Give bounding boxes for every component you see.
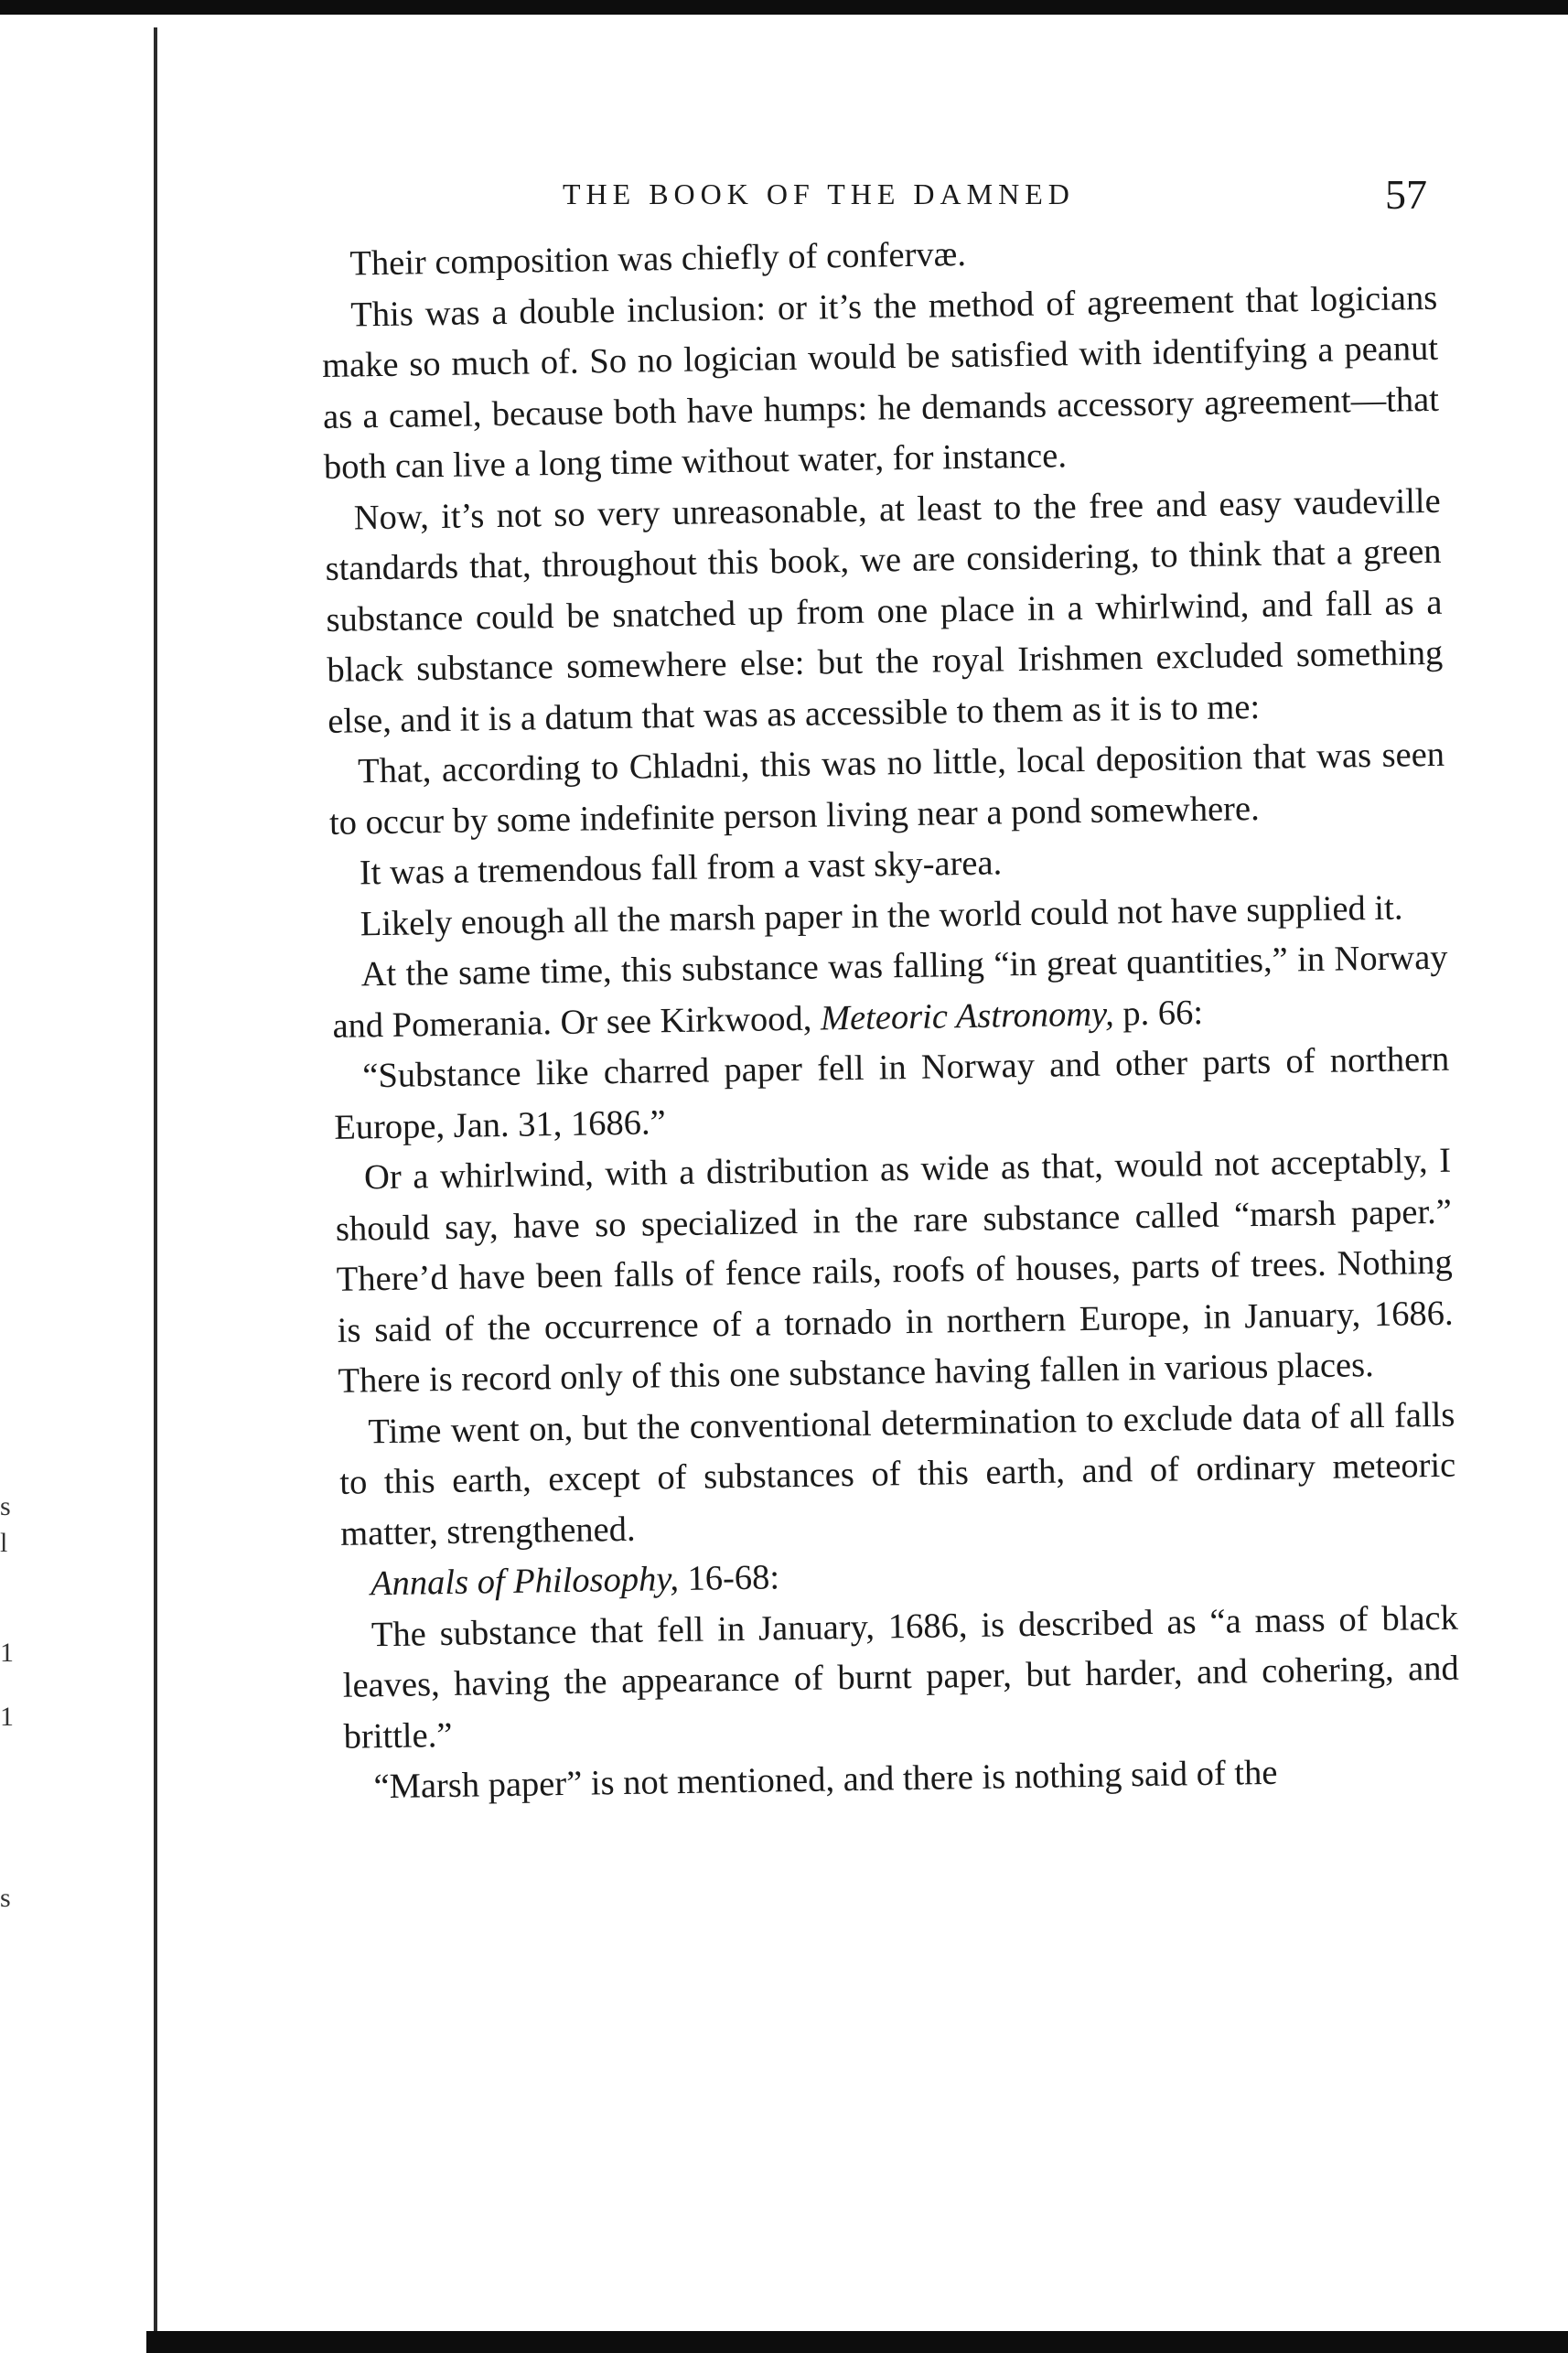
page-number: 57 — [1385, 171, 1427, 218]
kirkwood-paragraph — [331, 933, 1449, 1052]
citation-reference: 16-68: — [678, 1558, 780, 1599]
paragraph: Time went on, but the conventional determination to exclude data of all falls to this earth, except of substances of this earth, and of ordinary meteoric matter, strengthened. — [339, 1395, 1456, 1553]
book-title-annals-of-philosophy: Annals of Philosophy, — [370, 1560, 680, 1604]
margin-mark: 1 — [0, 1702, 14, 1732]
paragraph: It was a tremendous fall from a vast sky-area. — [359, 843, 1003, 893]
running-title: THE BOOK OF THE DAMNED — [563, 177, 1075, 210]
margin-mark: s — [0, 1491, 11, 1521]
quotation-paragraph: “Substance like charred paper fell in Norway and other parts of northern Europe, Jan. 31, 1686.” — [333, 1039, 1450, 1147]
paragraph: This was a double inclusion: or it’s the method of agreement that logicians make so much of. So no logician would be satisfied with identifying a peanut as a camel, because both have humps: he demands accessory agreement—that both can live a long time without water, for instance. — [321, 278, 1440, 487]
paragraph: That, according to Chladni, this was no little, local deposition that was seen to occur by some indefinite person living near a pond somewhere. — [328, 735, 1445, 843]
paragraph: “Marsh paper” is not mentioned, and there is nothing said of the — [373, 1753, 1278, 1807]
scan-bottom-edge — [146, 2331, 1568, 2353]
paragraph: Or a whirlwind, with a distribution as wide as that, would not acceptably, I should say, have so specialized in the rare substance called “marsh paper.” There’d have been falls of fence rails, roofs of houses, parts of trees. Nothing is said of the occurrence of a tornado in northern Europe, in January, 1686. There is record only of this one substance having fallen in various places. — [335, 1141, 1454, 1401]
margin-mark: l — [0, 1528, 8, 1558]
page-gutter-line — [154, 27, 157, 2333]
paragraph: Now, it’s not so very unreasonable, at least to the free and easy vaudeville standards that, throughout this book, we are considering, to think that a green substance could be snatched up from one place in a whirlwind, and fall as a black substance somewhere else: but the royal Irishmen excluded something else, and it is a datum that was as accessible to them as it is to me: — [325, 481, 1444, 741]
book-title-meteoric-astronomy: Meteoric Astronomy, — [820, 994, 1115, 1038]
margin-mark: s — [0, 1883, 11, 1913]
paragraph: Likely enough all the marsh paper in the world could not have supplied it. — [360, 888, 1403, 943]
body-text — [320, 222, 1461, 1813]
page-reference: p. 66: — [1113, 993, 1204, 1033]
scan-top-edge — [0, 0, 1568, 15]
kirkwood-text: At the same time, this substance was falling “in great quantities,” in Norway and Pomerania. Or see Kirkwood, — [332, 938, 1448, 1046]
margin-mark: 1 — [0, 1638, 14, 1668]
paragraph: The substance that fell in January, 1686, is described as “a mass of black leaves, having the appearance of burnt paper, but harder, and cohering, and brittle.” — [342, 1598, 1460, 1757]
paragraph: Their composition was chiefly of confervæ. — [349, 234, 967, 284]
